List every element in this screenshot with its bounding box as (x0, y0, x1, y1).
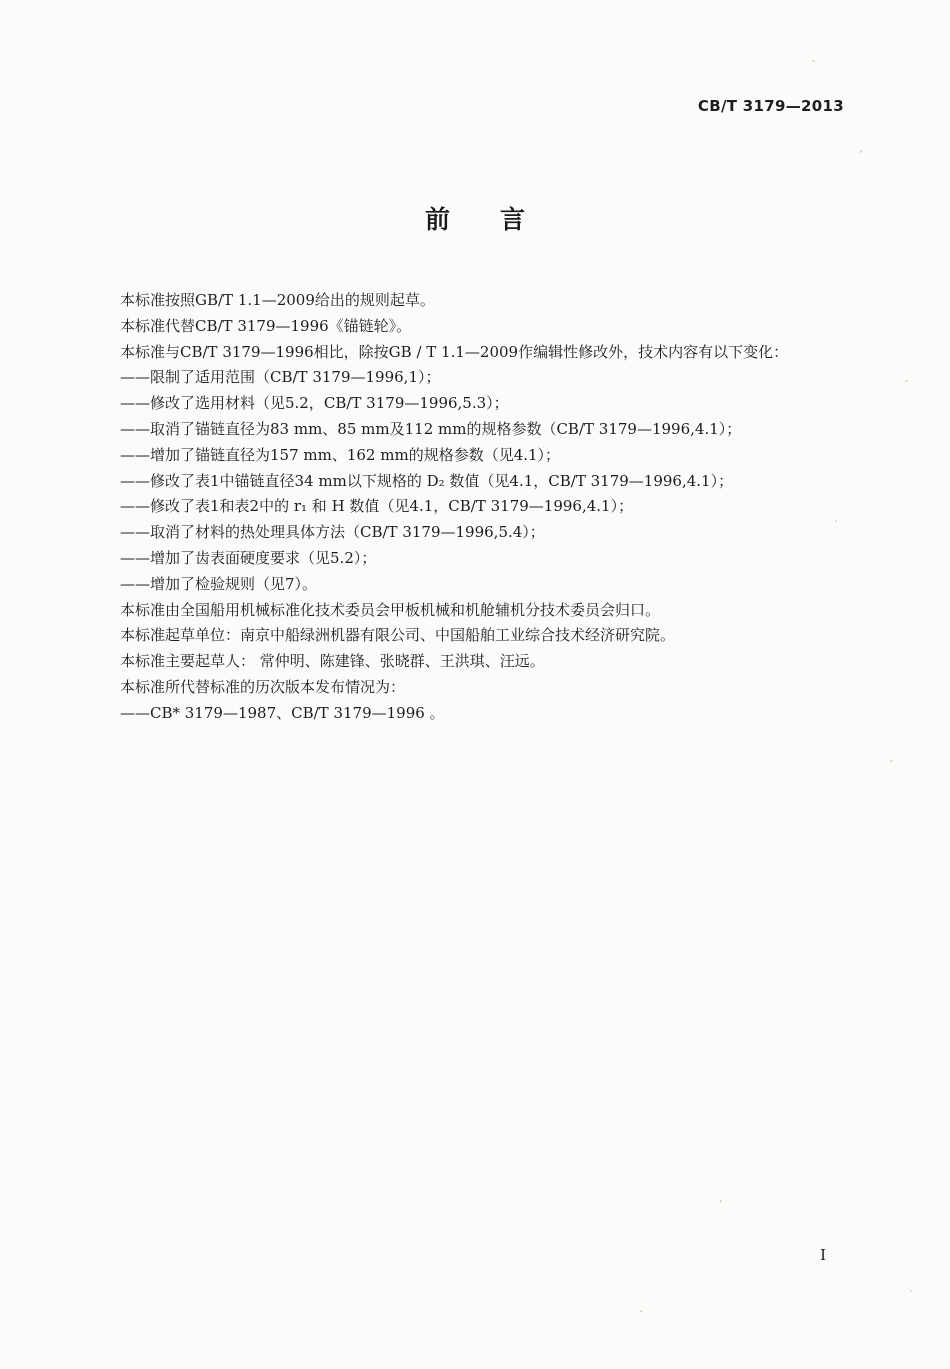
change-list-item: ——增加了检验规则（见7）。 (120, 574, 318, 593)
standard-code: CB/T 3179—2013 (697, 97, 844, 115)
change-list-item: ——修改了选用材料（见5.2，CB/T 3179—1996,5.3）； (120, 394, 509, 413)
paragraph-line: 本标准与CB/T 3179—1996相比，除按GB / T 1.1—2009作编辑性修改外，技术内容有以下变化： (120, 342, 789, 361)
paragraph-line: 本标准所代替标准的历次版本发布情况为： (120, 677, 406, 696)
paragraph-line: 本标准主要起草人： 常仲明、陈建锋、张晓群、王洪琪、汪远。 (120, 652, 545, 671)
change-list-item: ——取消了锚链直径为83 mm、85 mm及112 mm的规格参数（CB/T 3179—1996,4.1）； (120, 419, 742, 438)
scan-speck (860, 150, 862, 153)
scan-speck (905, 380, 908, 382)
paragraph-line: 本标准起草单位：南京中船绿洲机器有限公司、中国船舶工业综合技术经济研究院。 (120, 626, 676, 645)
title-char-2: 言 (500, 205, 526, 234)
scan-speck (812, 60, 815, 62)
scan-speck (720, 1200, 722, 1203)
paragraph-line: 本标准代替CB/T 3179—1996《锚链轮》。 (120, 316, 412, 335)
foreword-body (120, 288, 840, 727)
title-char-1: 前 (424, 205, 450, 234)
change-list-item: ——修改了表1中锚链直径34 mm以下规格的 D₂ 数值（见4.1，CB/T 3179—1996,4.1）； (120, 471, 734, 490)
paragraph-line: 本标准按照GB/T 1.1—2009给出的规则起草。 (120, 291, 435, 309)
scan-speck (835, 520, 837, 522)
scan-speck (890, 760, 893, 762)
change-list-item: ——取消了材料的热处理具体方法（CB/T 3179—1996,5.4）； (120, 523, 545, 542)
change-list-item: ——限制了适用范围（CB/T 3179—1996,1）； (120, 368, 441, 387)
scan-speck (640, 1310, 643, 1312)
page-number: I (820, 1246, 826, 1264)
change-list-item: ——增加了齿表面硬度要求（见5.2）； (120, 548, 377, 567)
change-list-item: ——修改了表1和表2中的 r₁ 和 H 数值（见4.1，CB/T 3179—1996,4.1）； (120, 497, 634, 516)
scan-speck (910, 1290, 912, 1292)
page-title (0, 200, 950, 236)
paragraph-line: 本标准由全国船用机械标准化技术委员会甲板机械和机舱辅机分技术委员会归口。 (120, 600, 661, 619)
change-list-item: ——增加了锚链直径为157 mm、162 mm的规格参数（见4.1）； (120, 445, 561, 464)
change-list-item: ——CB* 3179—1987、CB/T 3179—1996 。 (120, 703, 445, 722)
